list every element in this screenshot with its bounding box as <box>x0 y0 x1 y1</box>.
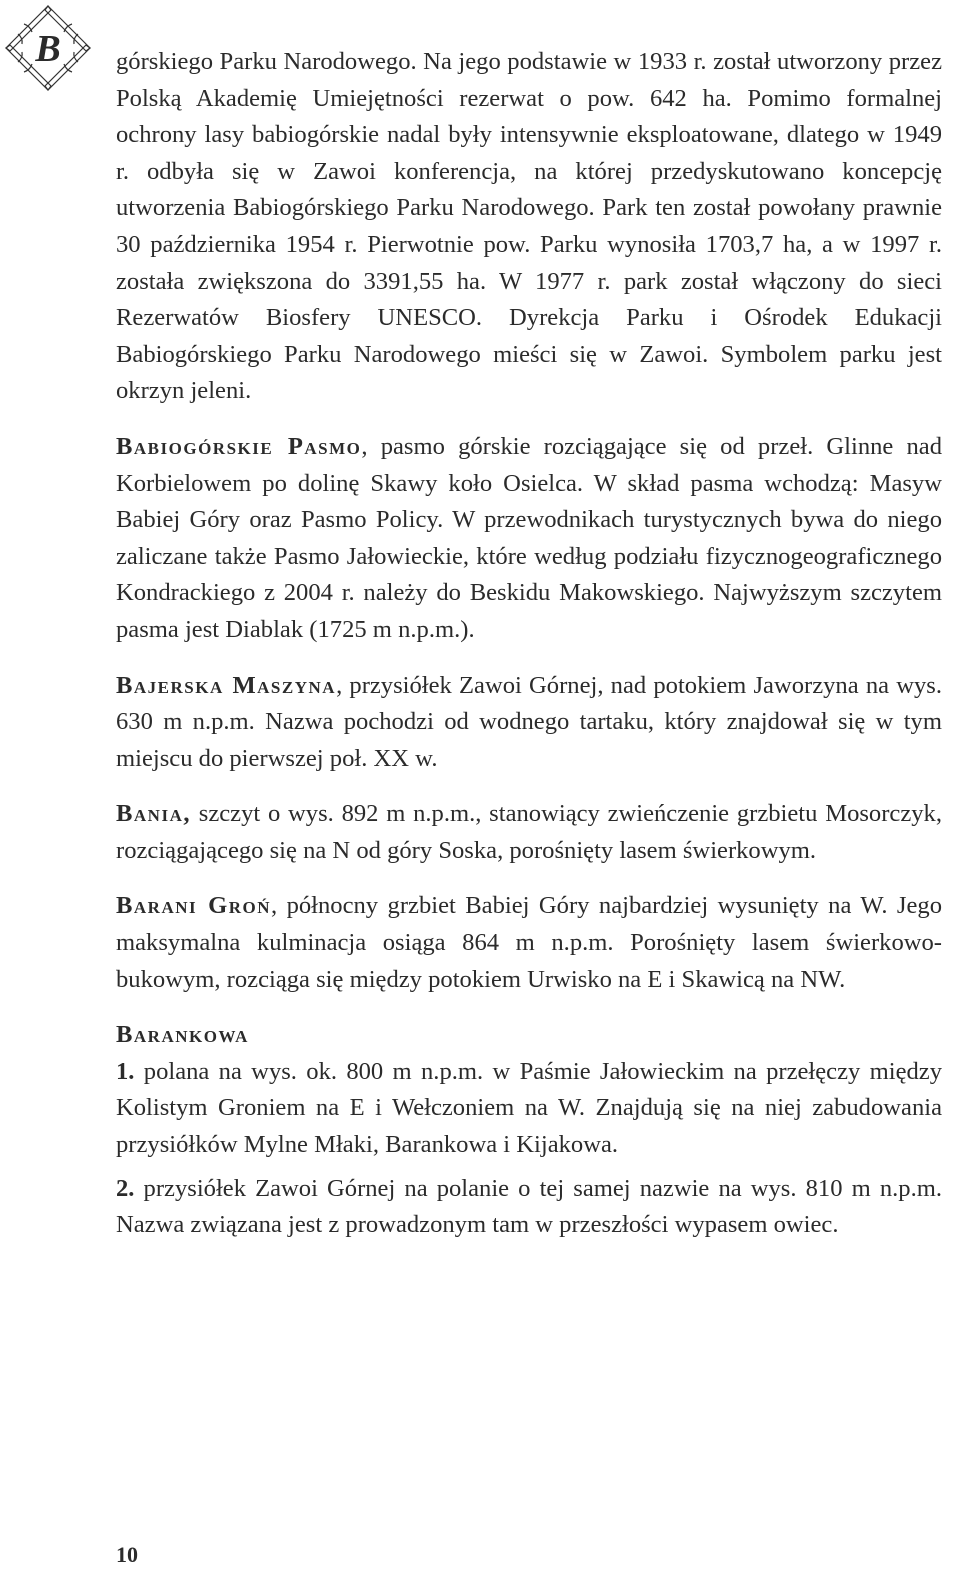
page-content <box>116 44 942 1244</box>
entry-heading: Barani Groń <box>116 892 271 920</box>
ornamental-diamond-letter-icon <box>4 4 92 92</box>
badge-letter: B <box>35 28 61 70</box>
entry-text: szczyt o wys. 892 m n.p.m., stanowiący zwieńczenie grzbietu Mosorczyk, rozciągającego się na N od góry Soska, porośnięty lasem świerkowym. <box>116 800 942 864</box>
barankowa-item <box>116 1171 942 1244</box>
item-number: 2. <box>116 1174 135 1202</box>
entry-text: , pasmo górskie rozciągające się od przeł. Glinne nad Korbielowem po dolinę Skawy koło Osielca. W skład pasma wchodzą: Masyw Babiej Góry oraz Pasmo Policy. W przewodnikach turystycznych bywa do niego zaliczane także Pasmo Jałowieckie, które według podziału fizycznogeograficznego Kondrackiego z 2004 r. należy do Beskidu Makowskiego. Najwyższym szczytem pasma jest Diablak (1725 m n.p.m.). <box>116 432 942 643</box>
barankowa-item <box>116 1054 942 1164</box>
entry-heading: Bajerska Maszyna <box>116 671 337 699</box>
item-text: polana na wys. ok. 800 m n.p.m. w Paśmie Jałowieckim na przełęczy między Kolistym Groniem na E i Wełczoniem na W. Znajdują się na niej zabudowania przysiółków Mylne Młaki, Barankowa i Kijakowa. <box>116 1057 942 1159</box>
item-number: 1. <box>116 1057 135 1085</box>
entry-barankowa-heading <box>116 1017 942 1054</box>
intro-paragraph: górskiego Parku Narodowego. Na jego podstawie w 1933 r. został utworzony przez Polską Akademię Umiejętności rezerwat o pow. 642 ha. Pomimo formalnej ochrony lasy babiogórskie nadal były intensywnie eksploatowane, dlatego w 1949 r. odbyła się w Zawoi konferencja, na której przedyskutowano koncepcję utworzenia Babiogórskiego Parku Narodowego. Park ten został powołany prawnie 30 października 1954 r. Pierwotnie pow. Parku wynosiła 1703,7 ha, a w 1997 r. została zwiększona do 3391,55 ha. W 1977 r. park został włączony do sieci Rezerwatów Biosfery UNESCO. Dyrekcja Parku i Ośrodek Edukacji Babiogórskiego Parku Narodowego mieści się w Zawoi. Symbolem parku jest okrzyn jeleni. <box>116 48 942 405</box>
entry-bania <box>116 796 942 869</box>
page-number: 10 <box>116 1542 138 1567</box>
entry-heading: Babiogórskie Pasmo <box>116 432 362 460</box>
entry-text: , północny grzbiet Babiej Góry najbardziej wysunięty na W. Jego maksymalna kulminacja osiąga 864 m n.p.m. Porośnięty lasem świerkowo-bukowym, rozciąga się między potokiem Urwisko na E i Skawicą na NW. <box>116 892 942 993</box>
section-letter-badge <box>4 4 92 92</box>
item-text: przysiółek Zawoi Górnej na polanie o tej samej nazwie na wys. 810 m n.p.m. Nazwa związana jest z prowadzonym tam w przeszłości wypasem owiec. <box>116 1174 942 1239</box>
entry-text: , przysiółek Zawoi Górnej, nad potokiem Jaworzyna na wys. 630 m n.p.m. Nazwa pochodzi od wodnego tartaku, który znajdował się w tym miejscu do pierwszej poł. XX w. <box>116 671 942 772</box>
entry-bajerska-maszyna <box>116 668 942 778</box>
entry-heading: Barankowa <box>116 1021 249 1049</box>
entry-babiogorskie-pasmo <box>116 429 942 649</box>
entry-heading: Bania, <box>116 800 191 828</box>
entry-barani-gron <box>116 888 942 998</box>
